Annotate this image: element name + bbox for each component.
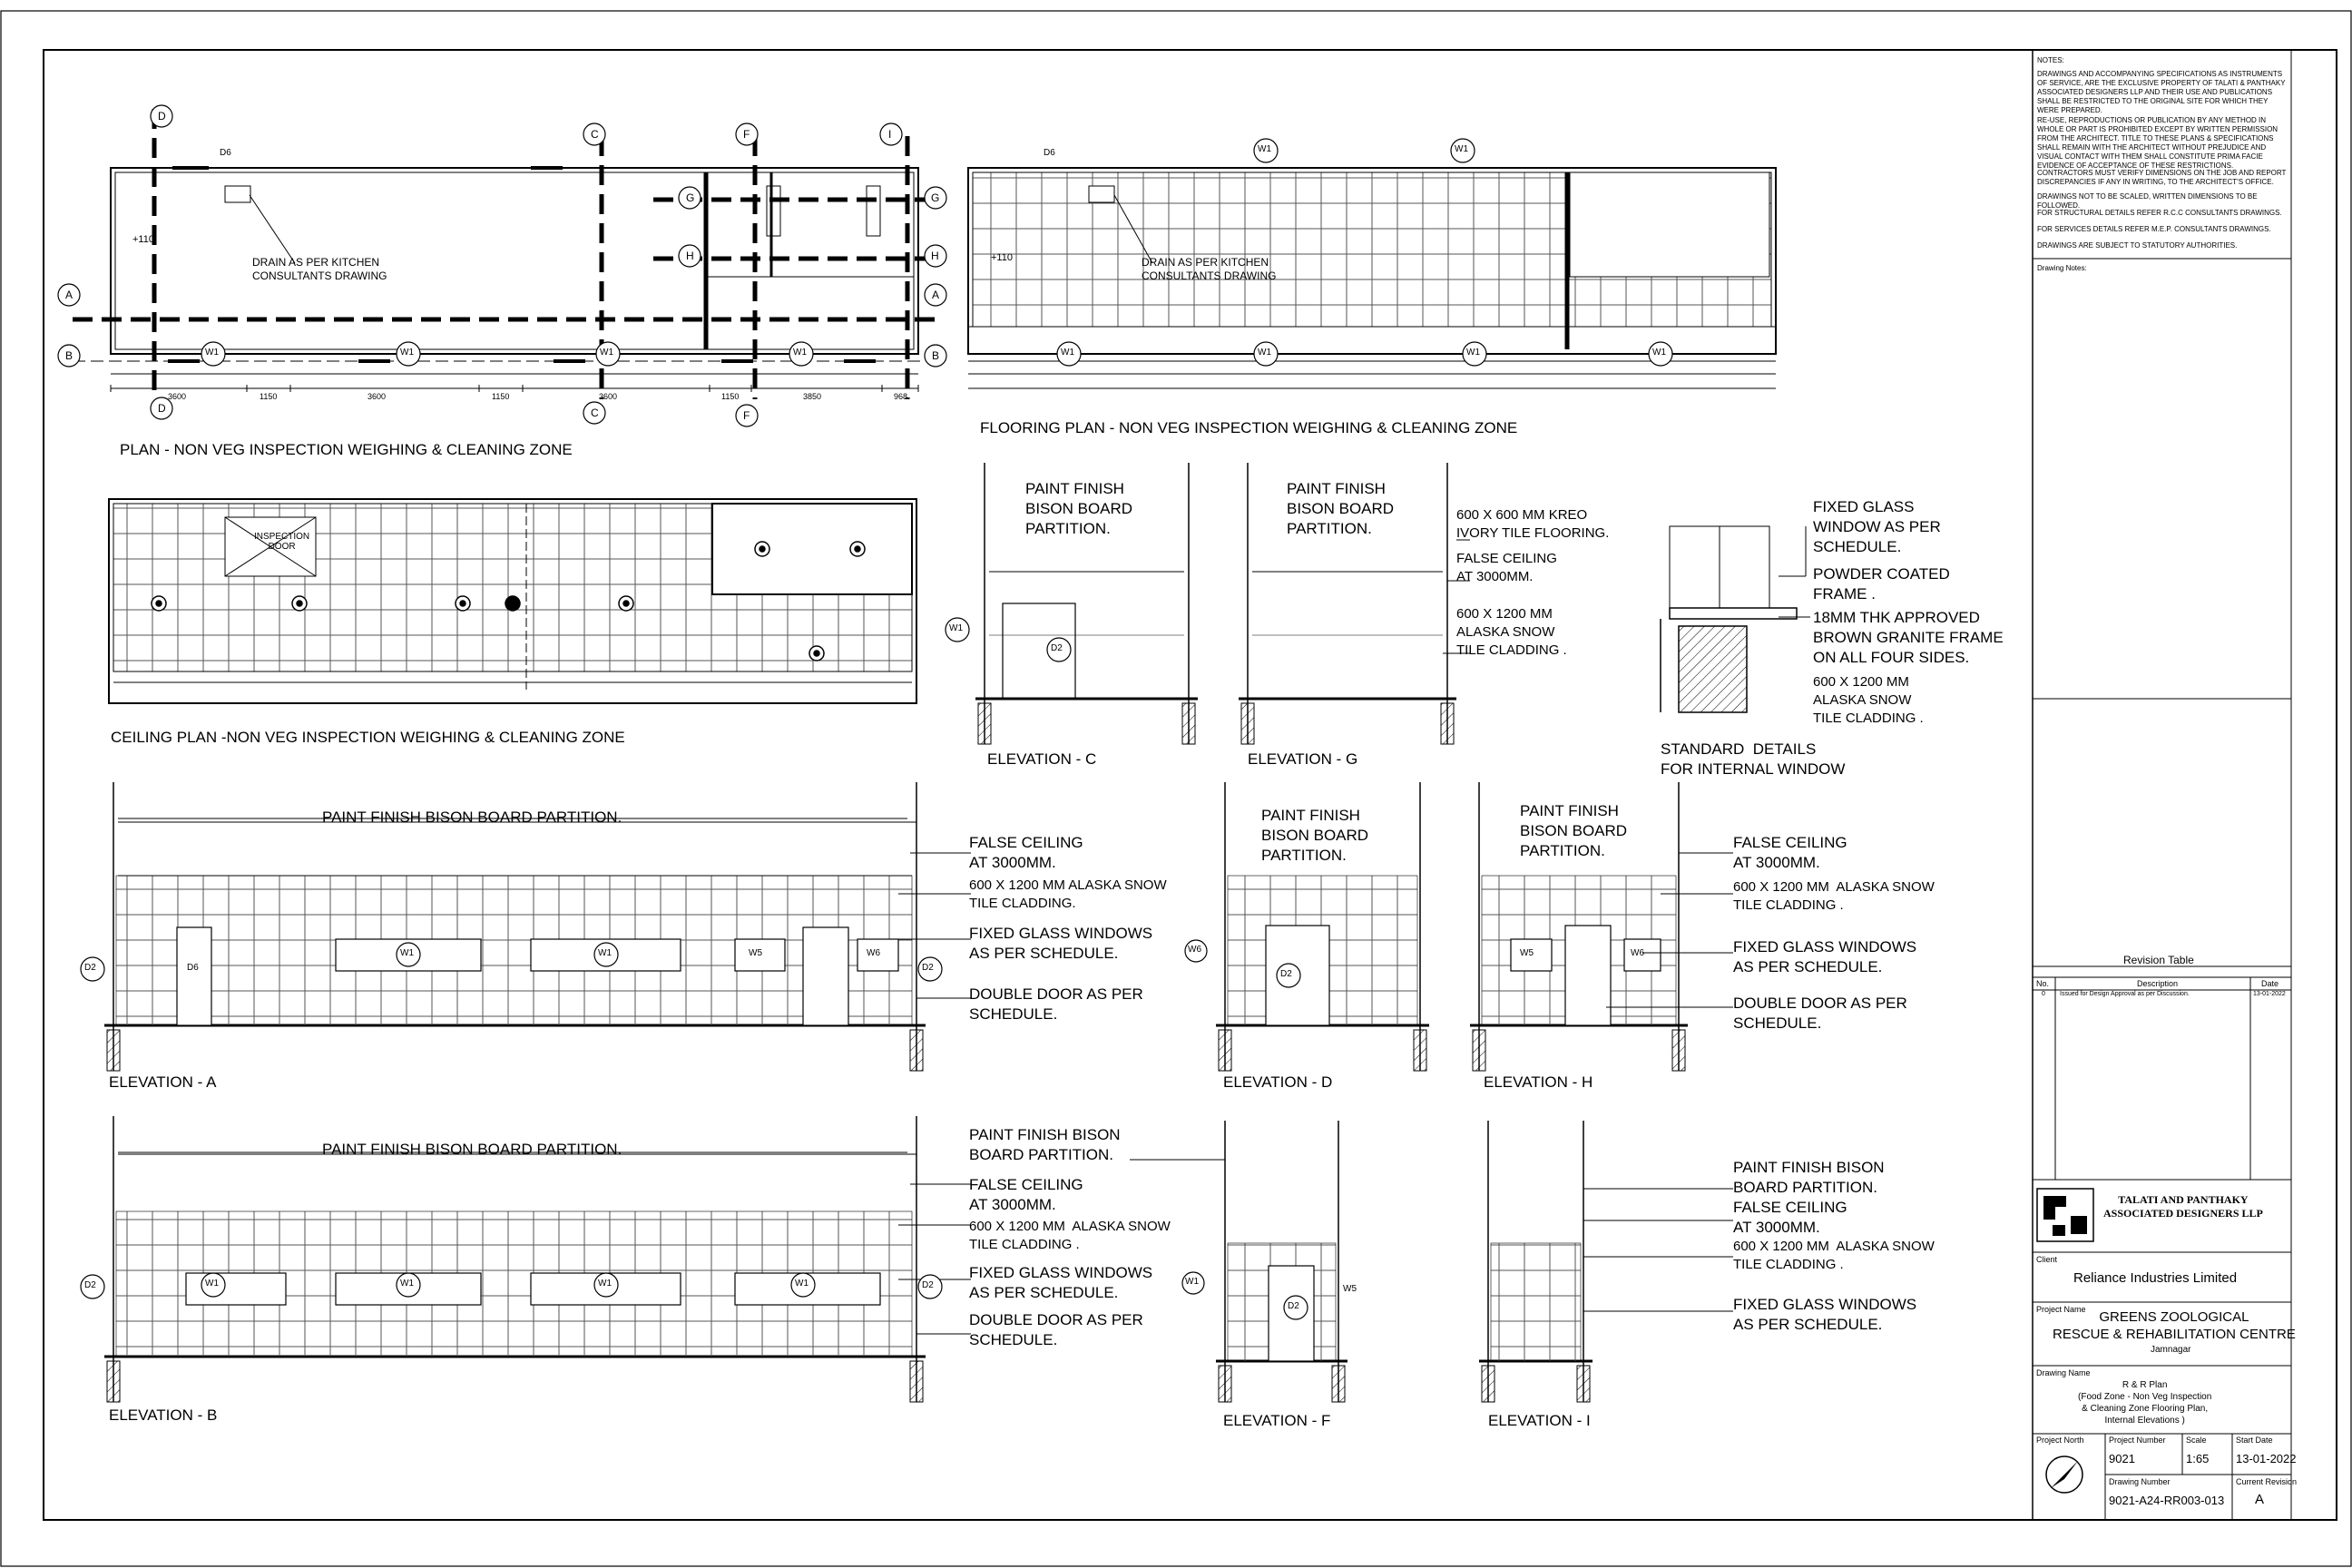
callout-false-ceiling-g: FALSE CEILING AT 3000MM.	[1456, 551, 1557, 584]
client-name: Reliance Industries Limited	[2073, 1270, 2238, 1286]
grid-label: H	[931, 250, 939, 262]
callout-paint-finish-f: PAINT FINISH BISON BOARD PARTITION.	[969, 1126, 1121, 1163]
dim-label: 1150	[721, 392, 740, 401]
start-date: 13-01-2022	[2236, 1452, 2297, 1465]
dim-label: 3600	[168, 392, 187, 401]
window-tag: W5	[1343, 1284, 1357, 1294]
door-tag: D2	[1280, 969, 1292, 979]
callout-tile-cladding-i: 600 X 1200 MM ALASKA SNOW TILE CLADDING .	[1733, 1239, 1935, 1272]
callout-tile-cladding-g: 600 X 1200 MM ALASKA SNOW TILE CLADDING .	[1456, 606, 1567, 658]
window-tag: W1	[949, 623, 963, 633]
callout-tile-flooring: 600 X 600 MM KREO IVORY TILE FLOORING.	[1456, 507, 1610, 541]
callout-fixed-glass-a: FIXED GLASS WINDOWS AS PER SCHEDULE.	[969, 925, 1153, 962]
window-tag: W1	[600, 348, 613, 358]
revision-header: Date	[2261, 979, 2279, 988]
grid-label: D	[158, 402, 166, 415]
window-tag: W1	[400, 948, 414, 958]
window-tag: W1	[400, 1279, 414, 1289]
drawing-name: R & R Plan (Food Zone - Non Veg Inspection & Cleaning Zone Flooring Plan, Internal Elevations )	[2078, 1380, 2212, 1426]
start-date-label: Start Date	[2236, 1436, 2273, 1445]
elevation-f-title: ELEVATION - F	[1223, 1412, 1331, 1429]
window-tag: W1	[1258, 348, 1271, 358]
drawing-notes-label: Drawing Notes:	[2037, 264, 2087, 272]
elevation-h-title: ELEVATION - H	[1484, 1073, 1593, 1091]
elevation-i-title: ELEVATION - I	[1488, 1412, 1591, 1429]
window-tag: W6	[1188, 945, 1201, 955]
callout-false-ceiling-a: FALSE CEILING AT 3000MM.	[969, 834, 1083, 871]
grid-label: F	[743, 128, 750, 141]
grid-label: I	[888, 128, 892, 141]
window-tag: W1	[205, 1279, 219, 1289]
drawing-name-label: Drawing Name	[2036, 1368, 2091, 1377]
door-tag: D2	[84, 963, 96, 973]
window-tag: W1	[1258, 144, 1271, 154]
window-tag: W1	[205, 348, 219, 358]
grid-label: G	[931, 191, 940, 204]
window-tag: W1	[598, 1279, 612, 1289]
grid-label: C	[591, 407, 599, 419]
dim-label: 1150	[260, 392, 278, 401]
project-north-label: Project North	[2036, 1436, 2084, 1445]
elevation-a-title: ELEVATION - A	[109, 1073, 217, 1091]
callout-double-door-h: DOUBLE DOOR AS PER SCHEDULE.	[1733, 995, 1907, 1032]
grid-label: H	[686, 250, 694, 262]
revision-cell: 0	[2042, 991, 2045, 997]
door-tag: D2	[84, 1280, 96, 1290]
callout-tile-cladding-b: 600 X 1200 MM ALASKA SNOW TILE CLADDING .	[969, 1219, 1171, 1252]
project-number: 9021	[2109, 1452, 2135, 1465]
note-item: RE-USE, REPRODUCTIONS OR PUBLICATION BY ANY METHOD IN WHOLE OR PART IS PROHIBITED EXCEPT BY WRITTEN PERMISSION FROM THE ARCHITECT. TITLE TO THESE PLANS & SPECIFICATIONS SHALL REMAIN WITH THE ARCHITECT WITHOUT PREJUDICE AND VISUAL CONTACT WITH THEM SHALL CONSTITUTE PRIMA FACIE EVIDENCE OF ACCEPTANCE OF THESE RESTRICTIONS.	[2037, 116, 2278, 170]
client-label: Client	[2036, 1255, 2058, 1264]
elevation-b-title: ELEVATION - B	[109, 1406, 218, 1424]
grid-label: B	[932, 349, 940, 362]
door-tag: D2	[1051, 643, 1063, 653]
plan-level-tag: +110	[132, 234, 154, 245]
grid-label: F	[743, 409, 750, 422]
inspection-door-label: INSPECTION DOOR	[254, 532, 310, 552]
window-tag: W1	[598, 948, 612, 958]
note-item: CONTRACTORS MUST VERIFY DIMENSIONS ON THE JOB AND REPORT DISCREPANCIES IF ANY IN WRITING, TO THE ARCHITECT'S OFFICE.	[2037, 169, 2287, 186]
callout-paint-finish-c: PAINT FINISH BISON BOARD PARTITION.	[1025, 480, 1133, 537]
grid-label: A	[65, 289, 74, 301]
window-tag: W1	[1652, 348, 1666, 358]
flooring-plan-title: FLOORING PLAN - NON VEG INSPECTION WEIGHING & CLEANING ZONE	[980, 419, 1518, 436]
drawing-number: 9021-A24-RR003-013	[2109, 1494, 2225, 1507]
door-tag: D6	[1044, 148, 1055, 158]
door-tag: D2	[1288, 1301, 1299, 1311]
current-revision: A	[2255, 1492, 2265, 1507]
dim-label: 968	[894, 392, 908, 401]
window-tag: W1	[1061, 348, 1074, 358]
revision-header: No.	[2036, 979, 2050, 988]
revision-header: Description	[2137, 979, 2179, 988]
revision-cell: Issued for Design Approval as per Discussion.	[2060, 991, 2190, 997]
window-tag: W5	[749, 948, 762, 958]
notes-heading: NOTES:	[2037, 56, 2064, 64]
flooring-drain-note: DRAIN AS PER KITCHEN CONSULTANTS DRAWING	[1142, 256, 1277, 282]
callout-fixed-glass-i: FIXED GLASS WINDOWS AS PER SCHEDULE.	[1733, 1296, 1917, 1333]
window-tag: W1	[400, 348, 414, 358]
window-tag: W1	[793, 348, 807, 358]
callout-tile-cladding-h: 600 X 1200 MM ALASKA SNOW TILE CLADDING .	[1733, 879, 1935, 913]
scale-label: Scale	[2186, 1436, 2207, 1445]
elevation-c-title: ELEVATION - C	[987, 750, 1097, 768]
callout-tile-cladding-a: 600 X 1200 MM ALASKA SNOW TILE CLADDING.	[969, 877, 1167, 911]
window-tag: W1	[1185, 1277, 1199, 1287]
window-tag: W6	[1631, 948, 1644, 958]
elevation-g-title: ELEVATION - G	[1248, 750, 1358, 768]
plan-drain-note: DRAIN AS PER KITCHEN CONSULTANTS DRAWING	[252, 256, 387, 282]
project-number-label: Project Number	[2109, 1436, 2166, 1445]
callout-powder-coated: POWDER COATED FRAME .	[1813, 565, 1950, 603]
callout-partition-a: PAINT FINISH BISON BOARD PARTITION.	[322, 808, 622, 826]
callout-paint-finish-g: PAINT FINISH BISON BOARD PARTITION.	[1287, 480, 1395, 537]
grid-label: C	[591, 128, 599, 141]
dim-label: 3850	[803, 392, 822, 401]
firm-name: TALATI AND PANTHAKY ASSOCIATED DESIGNERS LLP	[2103, 1193, 2263, 1220]
note-item: DRAWINGS ARE SUBJECT TO STATUTORY AUTHORITIES.	[2037, 241, 2238, 250]
dim-label: 3600	[368, 392, 387, 401]
grid-label: A	[932, 289, 940, 301]
callout-fixed-glass-b: FIXED GLASS WINDOWS AS PER SCHEDULE.	[969, 1264, 1153, 1301]
callout-false-ceiling-i: FALSE CEILING AT 3000MM.	[1733, 1199, 1847, 1236]
note-item: FOR STRUCTURAL DETAILS REFER R.C.C CONSULTANTS DRAWINGS.	[2037, 209, 2282, 217]
dim-label: 3600	[599, 392, 618, 401]
window-tag: W6	[867, 948, 880, 958]
callout-paint-finish-d: PAINT FINISH BISON BOARD PARTITION.	[1261, 807, 1369, 864]
door-tag: D2	[922, 1280, 934, 1290]
note-item: FOR SERVICES DETAILS REFER M.E.P. CONSULTANTS DRAWINGS.	[2037, 225, 2271, 233]
callout-paint-finish-h: PAINT FINISH BISON BOARD PARTITION.	[1520, 802, 1628, 859]
project-label: Project Name	[2036, 1305, 2086, 1314]
elevation-d-title: ELEVATION - D	[1223, 1073, 1333, 1091]
callout-partition-b: PAINT FINISH BISON BOARD PARTITION.	[322, 1141, 622, 1158]
callout-fixed-glass: FIXED GLASS WINDOW AS PER SCHEDULE.	[1813, 498, 1941, 555]
scale-value: 1:65	[2186, 1452, 2210, 1465]
window-tag: W1	[1466, 348, 1480, 358]
callout-false-ceiling-h: FALSE CEILING AT 3000MM.	[1733, 834, 1847, 871]
drawing-number-label: Drawing Number	[2109, 1477, 2171, 1486]
revision-cell: 13-01-2022	[2253, 991, 2286, 997]
window-tag: W1	[1455, 144, 1468, 154]
flooring-level-tag: +110	[991, 252, 1013, 263]
callout-tile-cladding-window: 600 X 1200 MM ALASKA SNOW TILE CLADDING .	[1813, 674, 1924, 726]
revision-table-title: Revision Table	[2123, 954, 2194, 966]
callout-false-ceiling-b: FALSE CEILING AT 3000MM.	[969, 1176, 1083, 1213]
callout-double-door-a: DOUBLE DOOR AS PER SCHEDULE.	[969, 985, 1143, 1023]
note-item: DRAWINGS AND ACCOMPANYING SPECIFICATIONS AS INSTRUMENTS OF SERVICE, ARE THE EXCLUSIVE PROPERTY OF TALATI & PANTHAKY ASSOCIATED DESIGNERS LLP AND THEIR USE AND PUBLICATIONS SHALL BE RESTRICTED TO THE ORIGINAL SITE FOR WHICH THEY WERE PREPARED.	[2037, 70, 2286, 114]
dim-label: 1150	[492, 392, 510, 401]
project-location: Jamnagar	[2151, 1345, 2191, 1355]
window-detail-title: STANDARD DETAILS FOR INTERNAL WINDOW	[1661, 740, 1846, 778]
current-revision-label: Current Revision	[2236, 1477, 2298, 1486]
grid-label: G	[686, 191, 695, 204]
door-tag: D6	[220, 148, 231, 158]
door-tag: D6	[187, 963, 199, 973]
callout-fixed-glass-h: FIXED GLASS WINDOWS AS PER SCHEDULE.	[1733, 938, 1917, 975]
ceiling-plan-title: CEILING PLAN -NON VEG INSPECTION WEIGHING & CLEANING ZONE	[111, 729, 625, 746]
callout-paint-finish-i: PAINT FINISH BISON BOARD PARTITION.	[1733, 1159, 1885, 1196]
plan-title: PLAN - NON VEG INSPECTION WEIGHING & CLEANING ZONE	[120, 441, 573, 458]
callout-double-door-b: DOUBLE DOOR AS PER SCHEDULE.	[969, 1311, 1143, 1348]
callout-granite-frame: 18MM THK APPROVED BROWN GRANITE FRAME ON ALL FOUR SIDES.	[1813, 609, 2004, 666]
window-tag: W1	[795, 1279, 808, 1289]
door-tag: D2	[922, 963, 934, 973]
window-tag: W5	[1520, 948, 1534, 958]
project-name: GREENS ZOOLOGICAL RESCUE & REHABILITATION CENTRE	[2053, 1309, 2296, 1342]
note-item: DRAWINGS NOT TO BE SCALED, WRITTEN DIMENSIONS TO BE FOLLOWED.	[2037, 192, 2258, 210]
grid-label: B	[65, 349, 74, 362]
grid-label: D	[158, 110, 166, 122]
